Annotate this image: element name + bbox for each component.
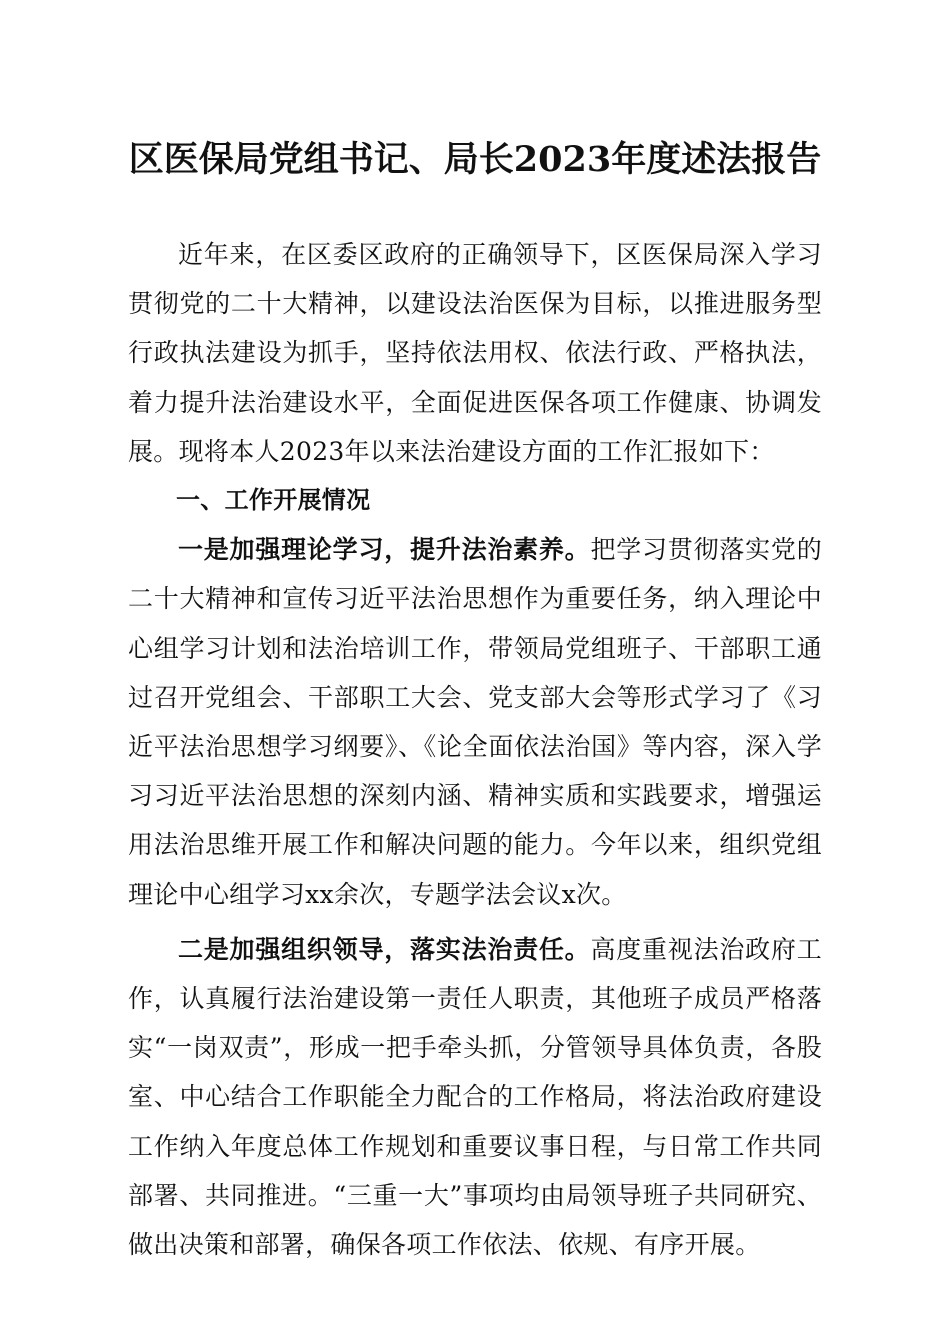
- intro-paragraph: 近年来，在区委区政府的正确领导下，区医保局深入学习贯彻党的二十大精神，以建设法治医保为目标，以推进服务型行政执法建设为抓手，坚持依法用权、依法行政、严格执法，着力提升法治建设水平，全面促进医保各项工作健康、协调发展。现将本人2023年以来法治建设方面的工作汇报如下：: [128, 240, 822, 466]
- paragraph-text: 把学习贯彻落实党的二十大精神和宣传习近平法治思想作为重要任务，纳入理论中心组学习计划和法治培训工作，带领局党组班子、干部职工通过召开党组会、干部职工大会、党支部大会等形式学习了《习近平法治思想学习纲要》、《论全面依法治国》等内容，深入学习习近平法治思想的深刻内涵、精神实质和实践要求，增强运用法治思维开展工作和解决问题的能力。今年以来，组织党组理论中心组学习xx余次，专题学法会议x次。: [128, 535, 822, 909]
- paragraph-organization: [128, 925, 822, 1269]
- paragraph-theory-study: [128, 525, 822, 919]
- document-body: [128, 230, 822, 1269]
- paragraph-text: 高度重视法治政府工作，认真履行法治建设第一责任人职责，其他班子成员严格落实“一岗双责”，形成一把手牵头抓，分管领导具体负责，各股室、中心结合工作职能全力配合的工作格局，将法治政府建设工作纳入年度总体工作规划和重要议事日程，与日常工作共同部署、共同推进。“三重一大”事项均由局领导班子共同研究、做出决策和部署，确保各项工作依法、依规、有序开展。: [128, 934, 822, 1260]
- document-title: 区医保局党组书记、局长2023年度述法报告: [128, 139, 822, 180]
- section-heading: 一、工作开展情况: [176, 486, 371, 515]
- paragraph-lead: 二是加强组织领导，落实法治责任。: [178, 934, 591, 964]
- paragraph-lead: 一是加强理论学习，提升法治素养。: [178, 535, 591, 565]
